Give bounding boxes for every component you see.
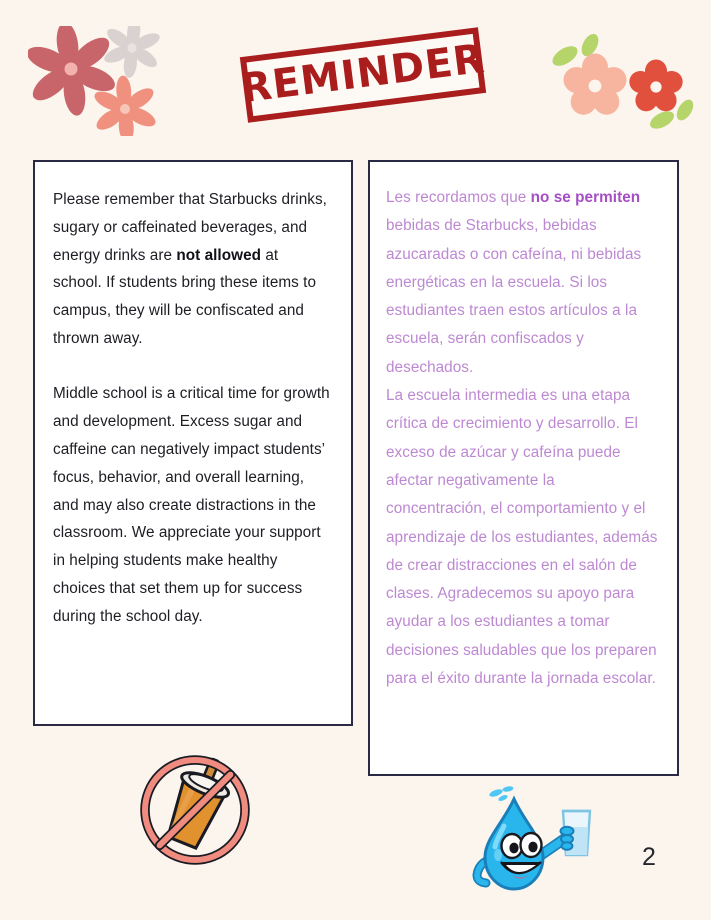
no-drink-icon-svg: [138, 753, 252, 867]
flower-cluster-right-decoration: [548, 26, 700, 138]
flower-cluster-right-svg: [548, 26, 700, 138]
english-paragraph-1: Please remember that Starbucks drinks, sugary or caffeinated beverages, and energy drinks are not allowed at school. If students bring these items to campus, they will be confiscated and thrown away.: [53, 191, 327, 348]
mascot-fingers: [561, 827, 574, 850]
water-drop-mascot-svg: [457, 783, 603, 895]
spanish-paragraph-1: Les recordamos que no se permiten bebidas de Starbucks, bebidas azucaradas o con cafeína, ni bebidas energéticas en la escuela. Si los estudiantes traen estos artículos a la escuela, serán confiscados y desechados.: [386, 189, 642, 376]
flower-cluster-left-svg: [28, 26, 178, 136]
page-number: 2: [642, 843, 656, 871]
gray-daisy-icon: [102, 26, 162, 79]
english-notice-box: [33, 160, 353, 726]
red-blossom-icon: [626, 60, 685, 116]
peach-blossom-icon: [560, 54, 630, 120]
no-drink-icon: [138, 753, 252, 867]
flower-cluster-left-decoration: [28, 26, 178, 136]
splash-icon: [488, 785, 513, 802]
spanish-notice-box: [368, 160, 679, 776]
english-paragraph-2: Middle school is a critical time for growth and development. Excess sugar and caffeine can negatively impact students’ focus, behavior, and overall learning, and may also create distractions in the classroom. We appreciate your support in helping students make healthy choices that set them up for success during the school day.: [53, 385, 330, 625]
stamp-label: REMINDER: [238, 35, 488, 113]
water-drop-mascot-icon: [457, 783, 603, 895]
spanish-paragraph-2: La escuela intermedia es una etapa crítica de crecimiento y desarrollo. El exceso de azúcar y cafeína puede afectar negativamente la concentración, el comportamiento y el aprendizaje de los estudiantes, además de crear distracciones en el salón de clases. Agradecemos su apoyo para ayudar a los estudiantes a tomar decisiones saludables que los preparen para el éxito durante la jornada escolar.: [386, 387, 658, 688]
reminder-stamp: [240, 27, 486, 123]
